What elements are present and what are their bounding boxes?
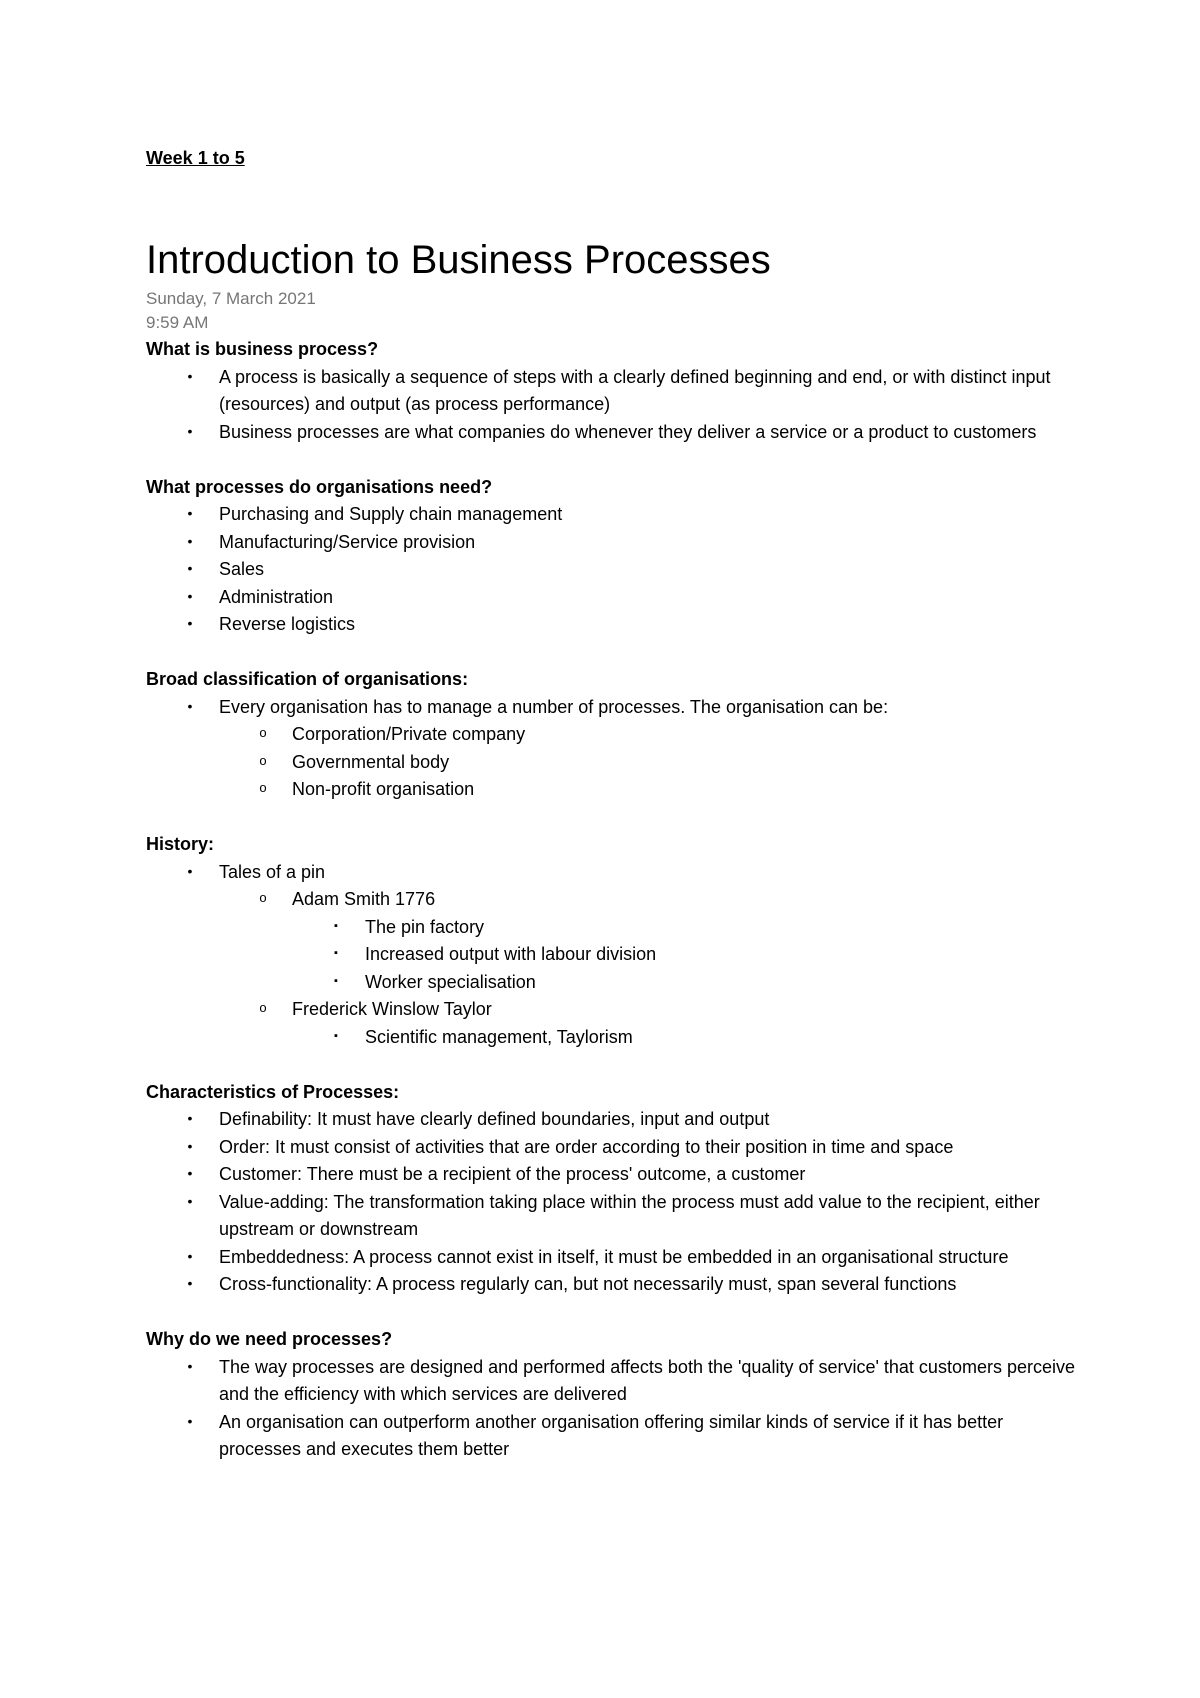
bullet-list	[146, 859, 1086, 1052]
list-item: • Reverse logistics	[146, 611, 1086, 639]
bullet-disc: •	[187, 422, 193, 439]
bullet-square: ▪	[334, 974, 338, 987]
bullet-disc: •	[187, 1412, 193, 1429]
bullet-disc: •	[187, 1165, 193, 1181]
bullet-circle: o	[259, 1000, 267, 1015]
spacer	[146, 804, 1086, 832]
sub-list-item: o Governmental body	[146, 749, 1086, 777]
bullet-disc: •	[187, 560, 193, 576]
bullet-list	[146, 1106, 1086, 1299]
bullet-list	[146, 501, 1086, 639]
list-item: • Tales of a pin	[146, 859, 1086, 887]
list-item: • The way processes are designed and performed affects both the 'quality of service' that customers perceive and the efficiency with which services are delivered	[146, 1354, 1086, 1409]
bullet-circle: o	[259, 780, 267, 795]
bullet-disc: •	[187, 1275, 193, 1291]
bullet-disc: •	[187, 862, 193, 879]
bullet-list	[146, 694, 1086, 804]
page-title: Introduction to Business Processes	[146, 238, 771, 282]
bullet-circle: o	[259, 725, 267, 740]
list-item: • Manufacturing/Service provision	[146, 529, 1086, 557]
list-item: • Cross-functionality: A process regularly can, but not necessarily must, span several functions	[146, 1271, 1086, 1299]
section-heading: History:	[146, 834, 215, 854]
section-heading: What is business process?	[146, 339, 379, 359]
bullet-disc: •	[187, 1247, 193, 1264]
section-heading: Broad classification of organisations:	[146, 669, 469, 689]
list-item: • Order: It must consist of activities that are order according to their position in time and space	[146, 1134, 1086, 1162]
section-heading: Why do we need processes?	[146, 1329, 393, 1349]
bullet-circle: o	[259, 752, 267, 768]
list-item: • Business processes are what companies do whenever they deliver a service or a product to customers	[146, 419, 1086, 447]
list-item: • Sales	[146, 556, 1086, 584]
spacer	[146, 446, 1086, 474]
bullet-list	[146, 1354, 1086, 1464]
sub-sub-list-item: ▪ Scientific management, Taylorism	[146, 1024, 1086, 1052]
list-item: • Value-adding: The transformation taking place within the process must add value to the recipient, either upstream or downstream	[146, 1189, 1086, 1244]
bullet-square: ▪	[334, 919, 338, 932]
bullet-circle: o	[259, 890, 267, 905]
bullet-disc: •	[187, 615, 193, 631]
bullet-disc: •	[187, 1357, 193, 1374]
bullet-square: ▪	[334, 1029, 338, 1042]
sub-list-item: o Non-profit organisation	[146, 776, 1086, 804]
bullet-disc: •	[187, 505, 193, 521]
spacer	[146, 1299, 1086, 1327]
note-time: 9:59 AM	[146, 313, 209, 332]
bullet-square: ▪	[334, 947, 338, 959]
bullet-disc: •	[187, 532, 193, 549]
spacer	[146, 639, 1086, 667]
sub-sub-list-item: ▪ Increased output with labour division	[146, 941, 1086, 969]
sub-list-item: o Adam Smith 1776	[146, 886, 1086, 914]
sub-list-item: o Corporation/Private company	[146, 721, 1086, 749]
list-item: • A process is basically a sequence of steps with a clearly defined beginning and end, or with distinct input (resources) and output (as process performance)	[146, 364, 1086, 419]
spacer	[146, 1051, 1086, 1079]
section-heading: What processes do organisations need?	[146, 476, 493, 497]
note-date: Sunday, 7 March 2021	[146, 289, 316, 308]
bullet-disc: •	[187, 697, 193, 714]
sub-list-item: o Frederick Winslow Taylor	[146, 996, 1086, 1024]
bullet-list	[146, 364, 1086, 447]
sub-sub-list-item: ▪ The pin factory	[146, 914, 1086, 942]
list-item: • Embeddedness: A process cannot exist in itself, it must be embedded in an organisational structure	[146, 1244, 1086, 1272]
bullet-disc: •	[187, 1110, 193, 1126]
week-label: Week 1 to 5	[146, 148, 245, 168]
list-item: • Customer: There must be a recipient of the process' outcome, a customer	[146, 1161, 1086, 1189]
note-body	[146, 336, 1086, 1464]
section-heading: Characteristics of Processes:	[146, 1081, 400, 1102]
bullet-disc: •	[187, 367, 193, 384]
list-item: • Every organisation has to manage a number of processes. The organisation can be:	[146, 694, 1086, 722]
bullet-disc: •	[187, 1137, 193, 1154]
bullet-disc: •	[187, 1192, 193, 1209]
list-item: • Definability: It must have clearly defined boundaries, input and output	[146, 1106, 1086, 1134]
bullet-disc: •	[187, 587, 193, 604]
list-item: • An organisation can outperform another organisation offering similar kinds of service if it has better processes and executes them better	[146, 1409, 1086, 1464]
list-item: • Purchasing and Supply chain management	[146, 501, 1086, 529]
sub-sub-list-item: ▪ Worker specialisation	[146, 969, 1086, 997]
list-item: • Administration	[146, 584, 1086, 612]
